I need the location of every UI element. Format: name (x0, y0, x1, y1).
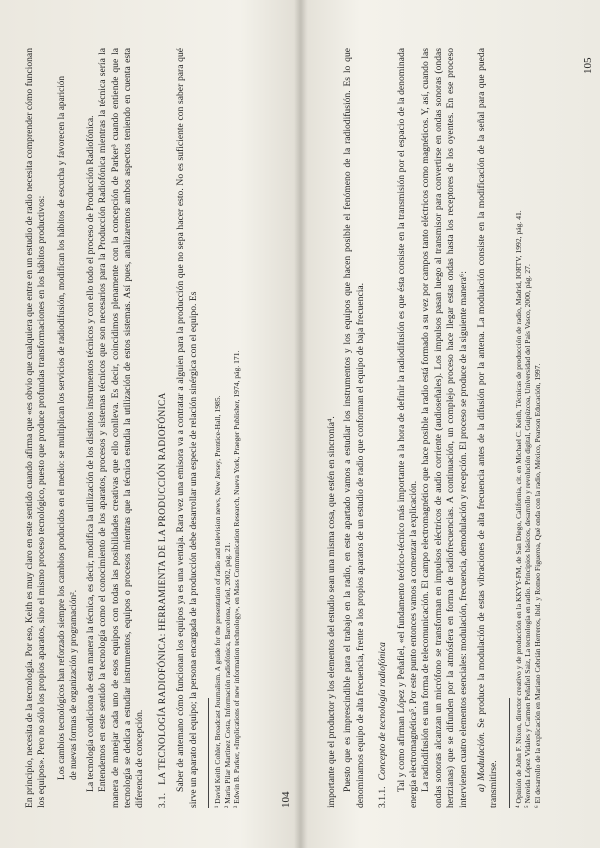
section-number: 3.1. (157, 792, 168, 808)
footnote-4: ⁴ Opinión de John F. Nixon, director creativo y de producción en la KKYY-FM, de San Diego, California, cit. en Michael C. Keith, Técnicas de producción de radio, Madrid, IORTV, 1992, pág. 41. (513, 210, 523, 808)
footnote-2: ² Maria Pilar Martínez Costa, Información radiofónica, Barcelona, Ariel, 2002, pág. 21. (222, 542, 232, 808)
subsection-heading (377, 48, 389, 808)
list-item-text: Se produce la modulación de estas vibraciones de alta frecuencia antes de la difusión por la antena. La modulación consiste en la modificación de la señal para que pueda transmitirse. (476, 48, 500, 808)
footnote-rule-right (509, 698, 510, 808)
left-paragraph-2: La tecnología condiciona de esta manera la técnica, es decir, modifica la utilización de los distintos instrumentos técnicos y con ello todo el proceso de Producción Radiofónica. (84, 115, 96, 792)
right-paragraph-3: Tal y como afirman López y Peñafiel, «el fundamento teórico-técnico más importante a la hora de definir la radiodifusión es que ésta consiste en la transmisión por el espacio de la denominada energía electromagnética⁵. Por este punto entonces vamos a comenzar la explicación. (395, 48, 420, 808)
subsection-title: Concepto de tecnología radiofónica (377, 642, 389, 781)
right-paragraph-1: importante que el productor y los elementos del estudio sean una misma cosa, que estén en sincronía⁴. (326, 416, 337, 808)
section-heading (157, 48, 169, 808)
footnote-rule (208, 698, 209, 808)
right-paragraph-2: Puesto que es imprescindible para el trabajo en la radio, en este apartado vamos a estudiar los instrumentos y los equipos que hacen posible el fenómeno de la radiodifusión. Es lo que denominamos equipo de alta frecuencia, frente a los propios aparatos de un estudio de radio que conforman el equipo de baja frecuencia. (342, 48, 366, 808)
left-page (10, 0, 300, 848)
footnote-3: ³ Edwin B. Parker, «Implications of new information technology», en Mass Communication Research, Nueva York, Praeger Publisher, 1974, pág. 171. (232, 350, 242, 808)
page-number-105: 105 (582, 57, 594, 74)
subsection-number: 3.1.1. (377, 786, 389, 808)
list-item-modulacion (476, 48, 501, 808)
footnote-5: ⁵ Nereida López Vidales y Carmen Peñafiel Saiz, La tecnología en radio. Principios básicos, desarrollo y revolución digital, Guipúzcoa, Universidad del País Vasco, 2000, pág. 27. (523, 264, 533, 808)
section-title: LA TECNOLOGÍA RADIOFÓNICA: HERRAMIENTA DE LA PRODUCCIÓN RADIOFÓNICA (157, 392, 168, 785)
page-number-104: 104 (280, 791, 292, 808)
footnote-6: ⁶ El desarrollo de la explicación en Mariano Cebrián Herreros, ibid. y Romeo Figueroa, Qué onda con la radio, México, Pearson Educación, 1997. (533, 363, 543, 808)
right-page (312, 0, 600, 848)
list-item-label: a) Modulación. (476, 731, 488, 792)
left-blockquote: Los cambios tecnológicos han reforzado siempre los cambios producidos en el medio: se multiplican los servicios de radiodifusión, modifican los hábitos de escucha y favorecen la aparición de nuevas formas de organización y programación². (55, 76, 78, 780)
left-paragraph-3: Entendemos en este sentido la tecnología como el conocimiento de los aparatos, procesos y sistemas técnicos que son necesarios para la Producción Radiofónica mientras la técnica sería la manera de manejar cada uno de esos equipos con todas las posibilidades creativas que ello conlleva. Es decir, coincidimos plenamente con la concepción de Parker³ cuando entiende que la tecnología se dedica a estudiar instrumentos, equipos o procesos mientras que la técnica estudia la utilización de estos sistemas. Así pues, analizaremos ambos aspectos teniendo en cuenta esta diferencia de concepción. (97, 48, 146, 808)
footnote-1: ¹ David Keith Cohler, Broadcast Journalism. A guide for the presentation of radio and television news, New Jersey, Prentice-Hall, 1985. (213, 395, 223, 808)
right-paragraph-4: La radiodifusión es una forma de telecomunicación. El campo electromagnético que hace posible la radio está formado a su vez por campos tanto eléctricos como magnéticos. Y, así, cuando las ondas sonoras alcanzan un micrófono se transforman en impulsos eléctricos de audio corriente (audioseñales). Los impulsos pasan luego al transmisor para convertirse en ondas sonoras (ondas hertzianas) que se difunden por la atmósfera en forma de radiofrecuencias. A continuación, un complejo proceso hace llegar estas ondas hasta los receptores de los oyentes. En ese proceso intervienen cuatro elementos esenciales: modulación, frecuencia, demodulación y recepción. El proceso se produce de la siguiente manera⁶: (420, 48, 469, 808)
left-intro: En principio, necesita de la tecnología. Por eso, Keith es muy claro en este sentido cuando afirma que «es obvio que cualquiera que entre en un estudio de radio necesita comprender cómo funcionan los equipos». Pero no sólo los propios aparatos, sino el mismo proceso tecnológico, puesto que produce profundas transformaciones en los hábitos productivos: (24, 48, 48, 808)
left-paragraph-4: Saber de antemano cómo funcionan los equipos ya es una ventaja. Rara vez una emisora va a contratar a alguien para la producción que no sepa hacer esto. No es suficiente con saber para qué sirve un aparato del equipo; la persona encargada de la producción debe desarrollar una especie de relación sinérgica con el equipo. Es (175, 48, 199, 808)
